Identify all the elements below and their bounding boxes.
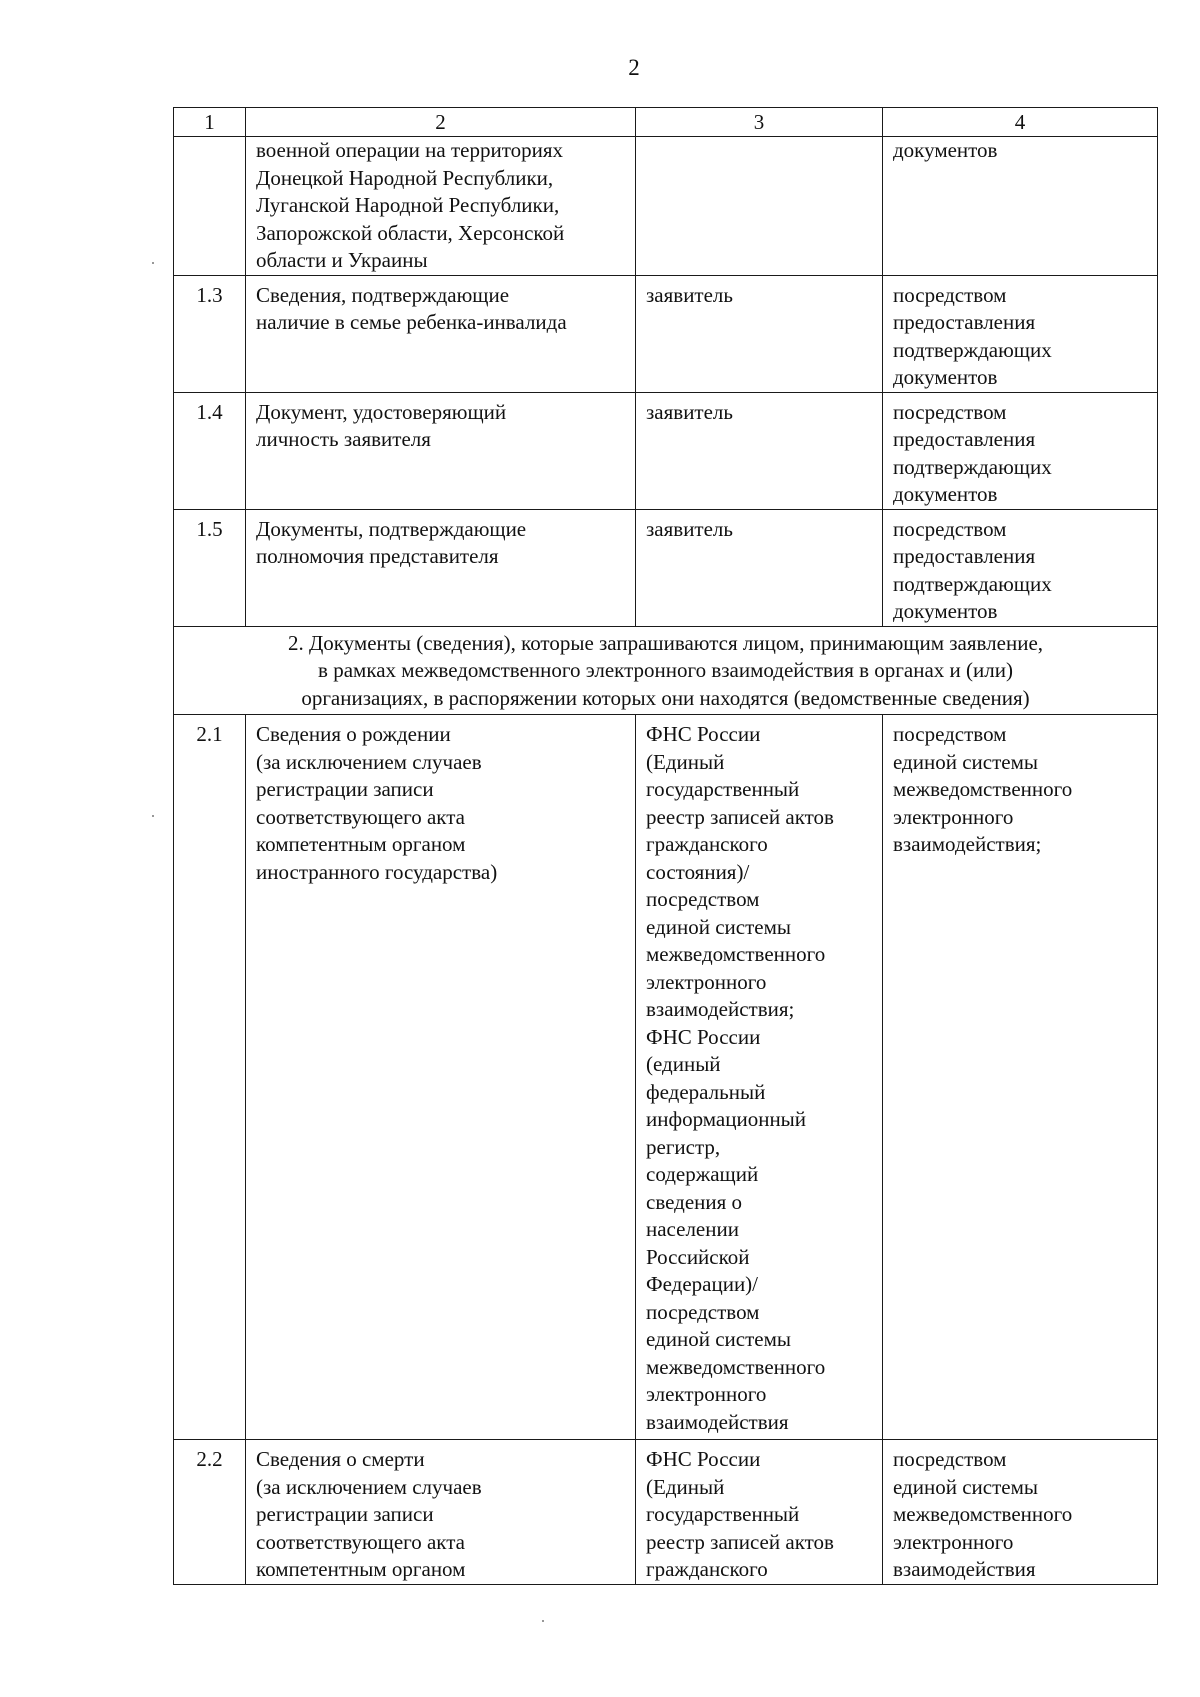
row-document-name	[246, 137, 636, 276]
page-number: 2	[628, 55, 640, 80]
row-method-text: посредством единой системы межведомственного электронного взаимодействия	[893, 1447, 1073, 1581]
table-row	[174, 275, 1158, 392]
row-method-text: посредством предоставления подтверждающих документов	[893, 399, 1052, 506]
row-provider	[636, 275, 883, 392]
row-number: 1.3	[174, 275, 246, 392]
row-method	[883, 509, 1158, 626]
row-provider-text: заявитель	[646, 516, 733, 541]
row-provider	[636, 137, 883, 276]
table-row	[174, 1440, 1158, 1585]
row-number: 1.4	[174, 392, 246, 509]
row-provider-text: ФНС России (Единый государственный реестр записей актов гражданского состояния)/ посредством единой системы межведомственного электронного взаимодействия; ФНС России (единый федеральный информационный регистр, содержащий сведения о населении Российской Федерации)/ посредством единой системы межведомственного электронного взаимодействия	[646, 722, 834, 1434]
row-provider	[636, 1440, 883, 1585]
row-method-text: документов	[893, 138, 998, 162]
header-cell-4: 4	[883, 108, 1158, 137]
row-document-name	[246, 392, 636, 509]
row-method	[883, 392, 1158, 509]
row-method	[883, 1440, 1158, 1585]
row-provider	[636, 392, 883, 509]
row-document-name	[246, 509, 636, 626]
row-number: 2.1	[174, 715, 246, 1440]
row-provider	[636, 715, 883, 1440]
row-method-text: посредством предоставления подтверждающих документов	[893, 516, 1052, 623]
section-heading-row	[174, 626, 1158, 715]
row-method-text: посредством единой системы межведомственного электронного взаимодействия;	[893, 722, 1073, 856]
row-number	[174, 137, 246, 276]
table-header-row	[174, 108, 1158, 137]
scan-speck	[152, 815, 154, 817]
table-row	[174, 715, 1158, 1440]
row-document-name-text: Сведения, подтверждающие наличие в семье ребенка-инвалида	[256, 282, 567, 334]
row-document-name-text: Сведения о рождении (за исключением случаев регистрации записи соответствующего акта компетентным органом иностранного государства)	[256, 722, 498, 884]
row-provider-text: ФНС России (Единый государственный реестр записей актов гражданского	[646, 1447, 834, 1581]
documents-table	[173, 107, 1158, 1585]
table-row	[174, 509, 1158, 626]
row-method	[883, 137, 1158, 276]
row-provider	[636, 509, 883, 626]
header-cell-3: 3	[636, 108, 883, 137]
row-method-text: посредством предоставления подтверждающих документов	[893, 282, 1052, 389]
row-provider-text: заявитель	[646, 282, 733, 307]
row-number: 2.2	[174, 1440, 246, 1585]
row-document-name-text: Документы, подтверждающие полномочия представителя	[256, 516, 527, 568]
row-provider-text: заявитель	[646, 399, 733, 424]
scan-speck	[542, 1620, 544, 1622]
row-document-name-text: Документ, удостоверяющий личность заявителя	[256, 399, 507, 451]
header-cell-2: 2	[246, 108, 636, 137]
header-cell-1: 1	[174, 108, 246, 137]
row-method	[883, 715, 1158, 1440]
table-row	[174, 392, 1158, 509]
section-2-title: 2. Документы (сведения), которые запрашиваются лицом, принимающим заявление, в рамках межведомственного электронного взаимодействия в органах и (или) организациях, в распоряжении которых они находятся (ведомственные сведения)	[174, 626, 1158, 715]
row-document-name-text: военной операции на территориях Донецкой Народной Республики, Луганской Народной Республики, Запорожской области, Херсонской области и Украины	[256, 138, 565, 272]
scan-speck	[152, 262, 154, 264]
table-row	[174, 137, 1158, 276]
row-document-name	[246, 715, 636, 1440]
row-number: 1.5	[174, 509, 246, 626]
row-document-name	[246, 275, 636, 392]
row-document-name-text: Сведения о смерти (за исключением случаев регистрации записи соответствующего акта компетентным органом	[256, 1447, 482, 1581]
row-method	[883, 275, 1158, 392]
row-document-name	[246, 1440, 636, 1585]
